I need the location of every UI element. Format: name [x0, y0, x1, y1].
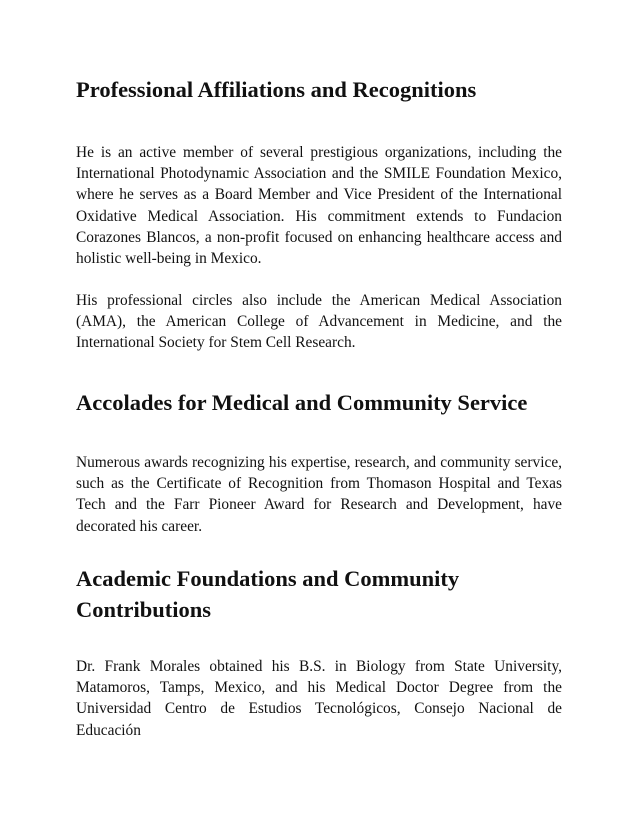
section-heading-academic: Academic Foundations and Community Contributions [76, 566, 460, 622]
section-heading-affiliations: Professional Affiliations and Recognitions [76, 77, 477, 102]
paragraph-academic-education: Dr. Frank Morales obtained his B.S. in Biology from State University, Matamoros, Tamps, Mexico, and his Medical Doctor Degree from the Universidad Centro de Estudios Tecnológicos, Consejo Nacional de Educación [76, 658, 562, 739]
paragraph-affiliations-organizations: He is an active member of several prestigious organizations, including the International Photodynamic Association and the SMILE Foundation Mexico, where he serves as a Board Member and Vice President of the International Oxidative Medical Association. His commitment extends to Fundacion Corazones Blancos, a non-profit focused on enhancing healthcare access and holistic well-being in Mexico. [76, 144, 562, 268]
section-heading-accolades: Accolades for Medical and Community Service [76, 390, 528, 415]
paragraph-affiliations-circles: His professional circles also include the American Medical Association (AMA), the American College of Advancement in Medicine, and the International Society for Stem Cell Research. [76, 292, 562, 352]
paragraph-accolades-awards: Numerous awards recognizing his expertise, research, and community service, such as the Certificate of Recognition from Thomason Hospital and Texas Tech and the Farr Pioneer Award for Research and Development, have decorated his career. [76, 454, 562, 535]
